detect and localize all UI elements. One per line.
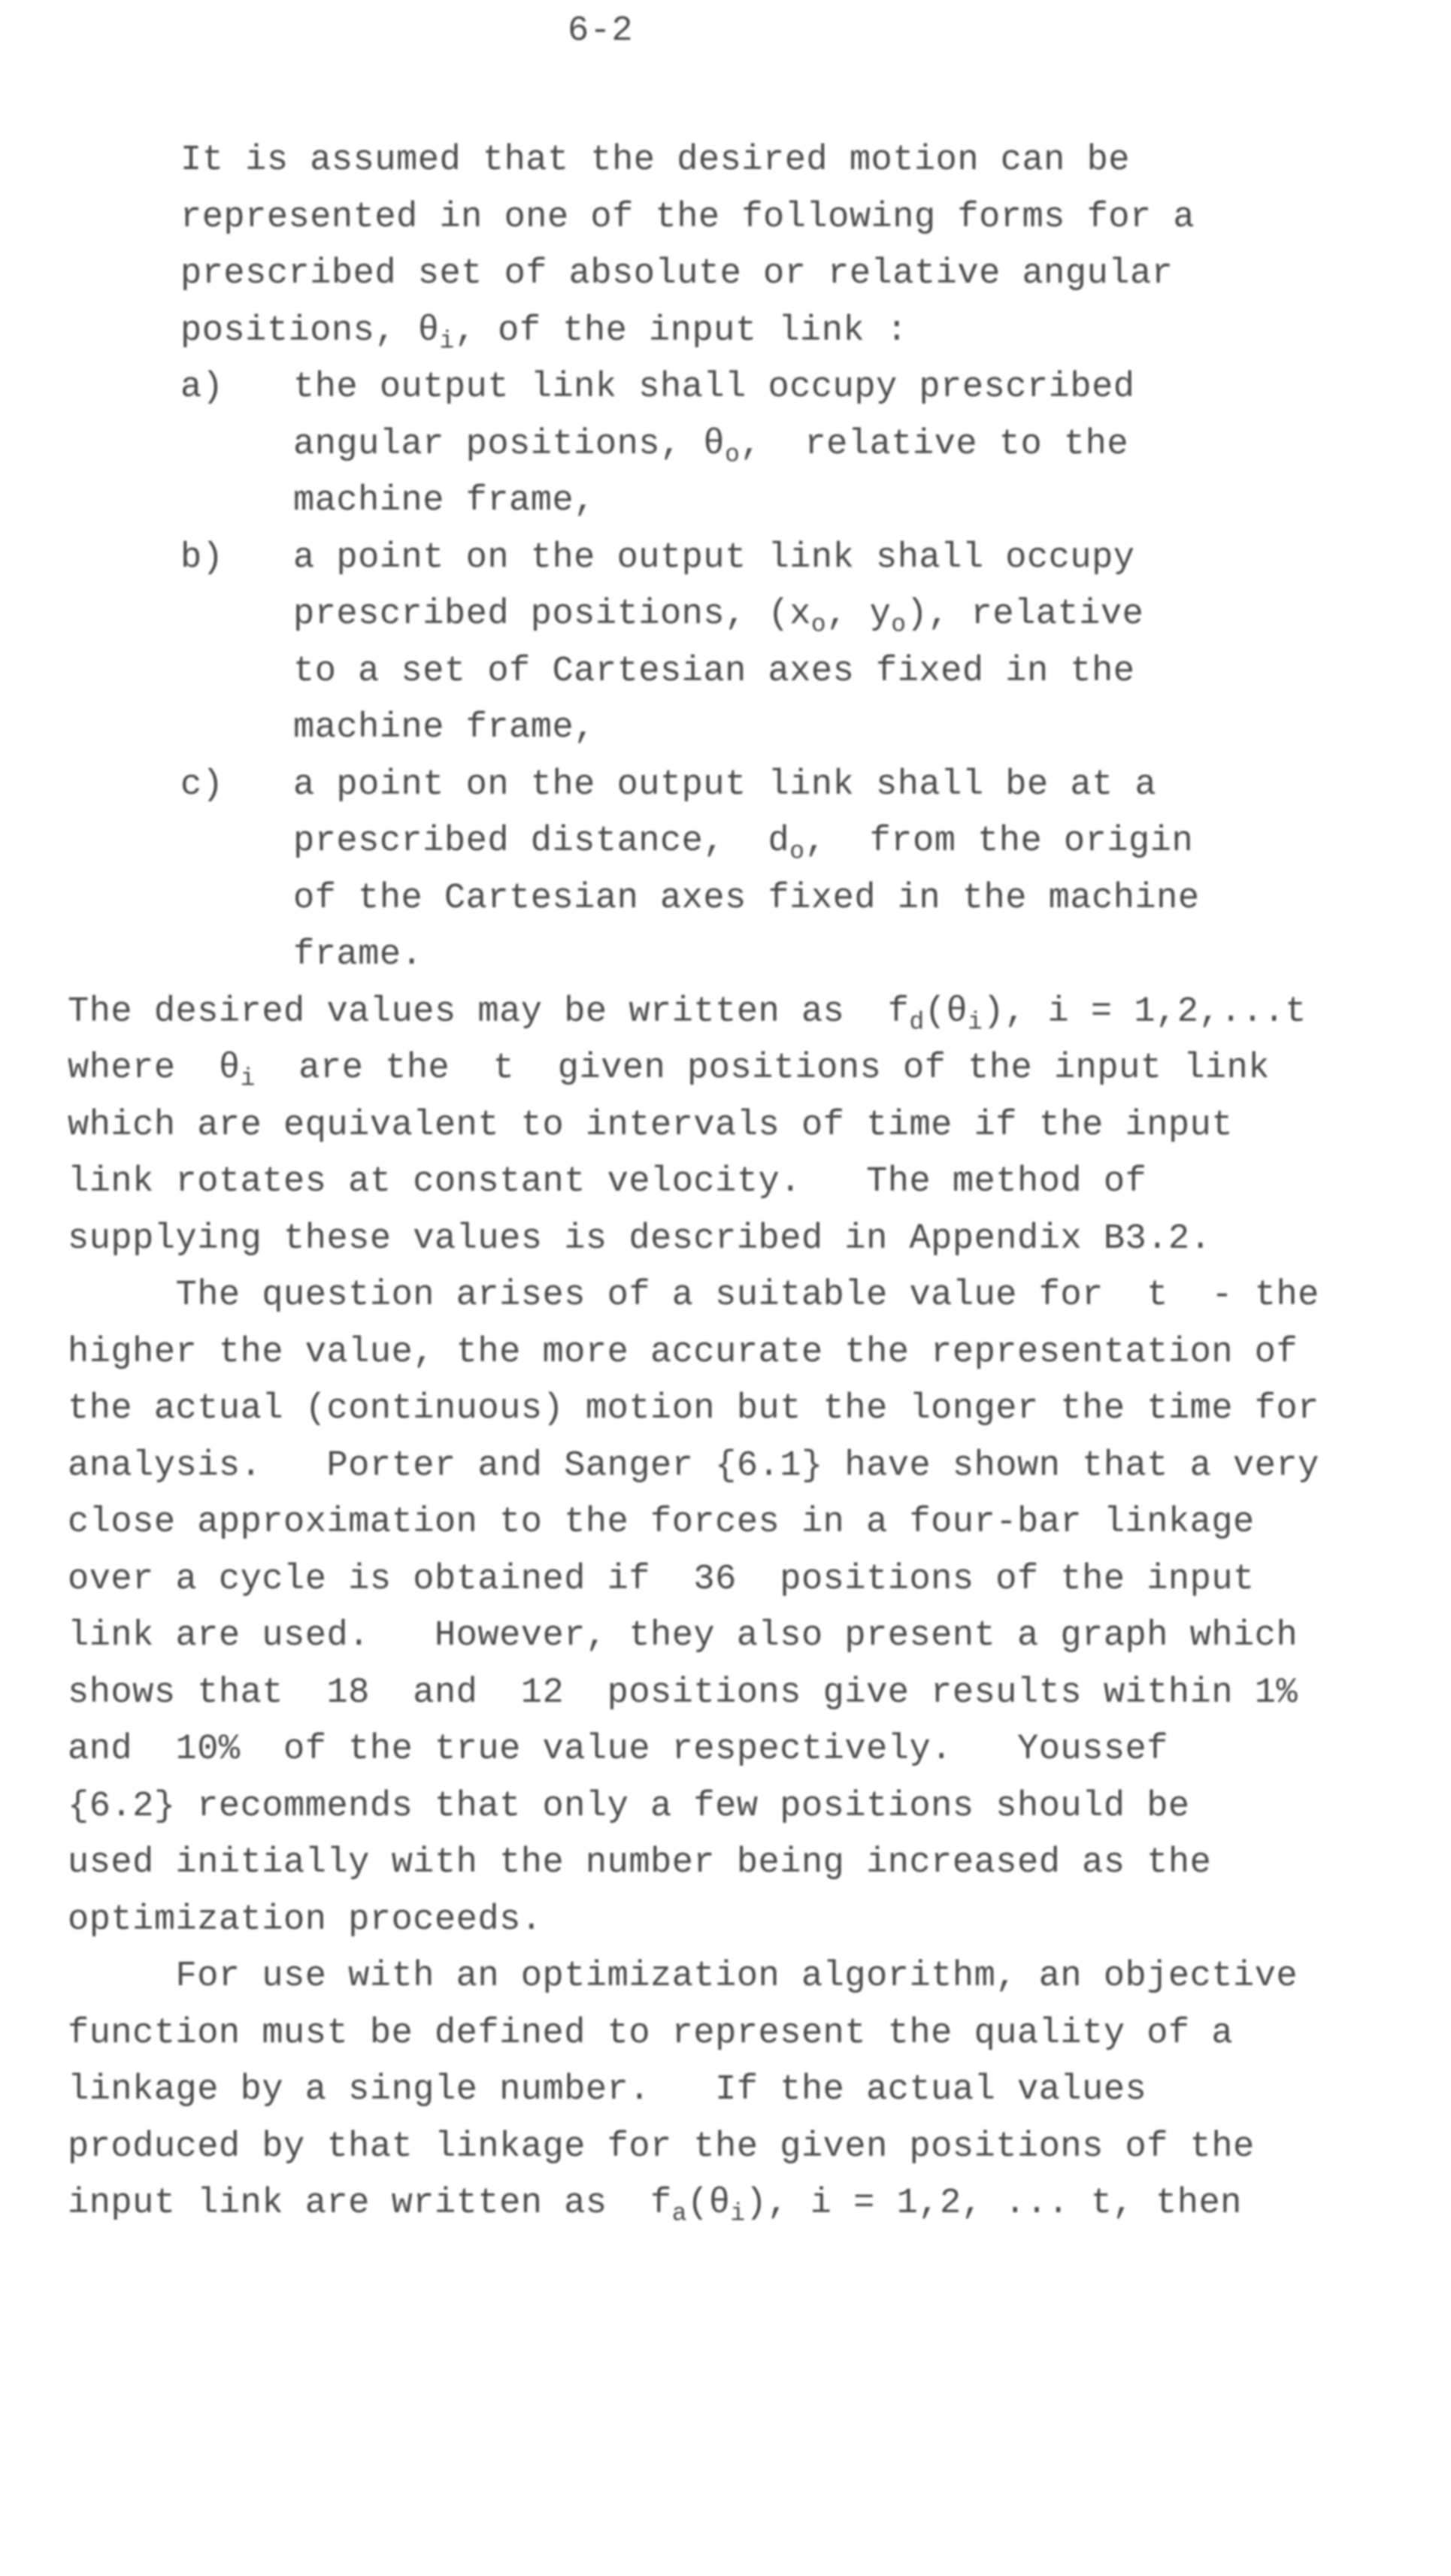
paragraph-line: optimization proceeds. bbox=[68, 1899, 543, 1940]
paragraph-line: higher the value, the more accurate the representation of bbox=[68, 1332, 1298, 1373]
paragraph-line: link are used. However, they also present a graph which bbox=[68, 1616, 1298, 1656]
list-item-line: machine frame, bbox=[293, 481, 595, 521]
paragraph-line: produced by that linkage for the given positions of the bbox=[68, 2126, 1255, 2167]
list-item-line: prescribed positions, ($x_o$, $y_o$), relative bbox=[293, 595, 1144, 639]
list-marker: c) bbox=[180, 764, 224, 805]
list-marker: b) bbox=[180, 537, 224, 578]
paragraph-line: The question arises of a suitable value for t - the bbox=[68, 1276, 1319, 1315]
intro-line: It is assumed that the desired motion can be bbox=[180, 141, 1131, 180]
paragraph-line: input link are written as $f_a(\theta_i)$, i = 1,2, ... t, then bbox=[68, 2184, 1242, 2228]
paragraph-line: linkage by a single number. If the actual values bbox=[68, 2070, 1147, 2110]
paragraph-line: where $\theta_i$ are the t given positions of the input link bbox=[68, 1049, 1271, 1093]
paragraph-line: {6.2} recommends that only a few positions should be bbox=[68, 1786, 1190, 1827]
paragraph-line: supplying these values is described in Appendix B3.2. bbox=[68, 1218, 1212, 1259]
paragraph-line: The desired values may be written as $f_d(\theta_i)$, i = 1,2,...t bbox=[68, 991, 1307, 1037]
list-item-line: the output link shall occupy prescribed bbox=[293, 368, 1135, 407]
list-item-line: to a set of Cartesian axes fixed in the bbox=[293, 651, 1135, 692]
paragraph-line: close approximation to the forces in a four-bar linkage bbox=[68, 1503, 1255, 1542]
list-item-line: a point on the output link shall occupy bbox=[293, 537, 1135, 578]
paragraph-line: the actual (continuous) motion but the longer the time for bbox=[68, 1389, 1319, 1429]
paragraph-line: shows that 18 and 12 positions give results within 1% bbox=[68, 1672, 1298, 1713]
paragraph-line: function must be defined to represent the quality of a bbox=[68, 2013, 1234, 2054]
paragraph-line: For use with an optimization algorithm, an objective bbox=[68, 1957, 1298, 1996]
paragraph-line: and 10% of the true value respectively. Youssef bbox=[68, 1730, 1168, 1769]
list-item-line: prescribed distance, $d_o$, from the origin bbox=[293, 822, 1194, 866]
list-item-line: angular positions, $\theta_o$, relative to the bbox=[293, 424, 1129, 469]
paragraph-line: analysis. Porter and Sanger {6.1} have shown that a very bbox=[68, 1445, 1319, 1486]
list-marker: a) bbox=[180, 368, 224, 407]
list-item-line: frame. bbox=[293, 935, 423, 975]
paragraph-line: used initially with the number being increased as the bbox=[68, 1843, 1212, 1883]
paragraph-line: link rotates at constant velocity. The method of bbox=[68, 1162, 1147, 1202]
paragraph-line: which are equivalent to intervals of time if the input bbox=[68, 1105, 1234, 1146]
page-number: 6-2 bbox=[568, 11, 634, 51]
paragraph-line: over a cycle is obtained if 36 positions of the input bbox=[68, 1559, 1255, 1600]
list-item-line: of the Cartesian axes fixed in the machine bbox=[293, 878, 1200, 919]
intro-line: represented in one of the following forms for a bbox=[180, 197, 1195, 238]
list-item-line: a point on the output link shall be at a bbox=[293, 764, 1157, 805]
list-item-line: machine frame, bbox=[293, 708, 595, 748]
intro-line: prescribed set of absolute or relative angular bbox=[180, 254, 1174, 294]
intro-line: positions, $\theta_i$, of the input link : bbox=[180, 310, 908, 356]
